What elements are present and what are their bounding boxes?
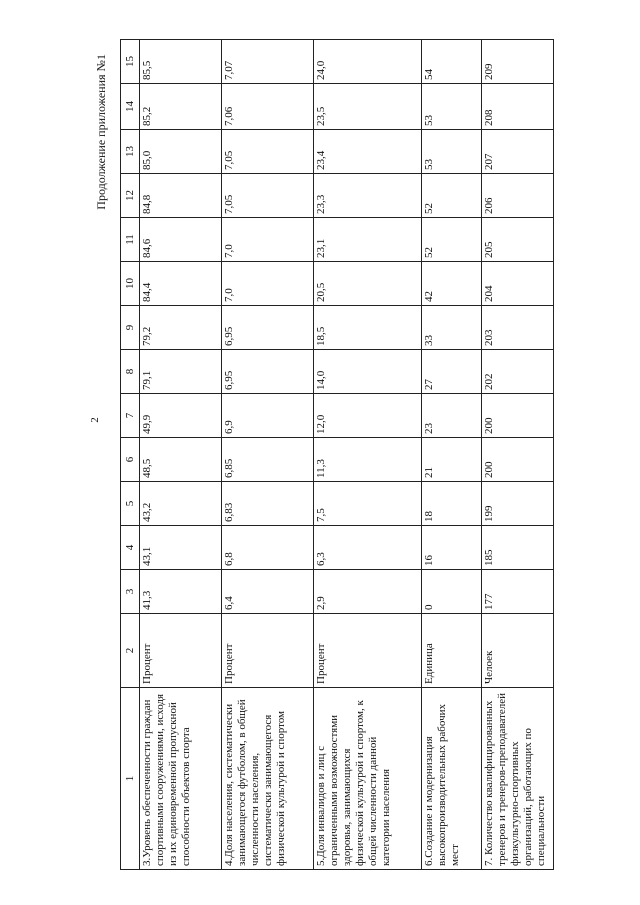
- column-header: 11: [121, 218, 140, 262]
- value-cell: 204: [482, 262, 554, 306]
- value-cell: 84,4: [140, 262, 222, 306]
- value-cell: 85,0: [140, 130, 222, 174]
- value-cell: 7,06: [222, 84, 314, 130]
- value-cell: 23,3: [314, 174, 422, 218]
- value-cell: 48,5: [140, 438, 222, 482]
- value-cell: 16: [422, 526, 482, 570]
- value-cell: 23,1: [314, 218, 422, 262]
- value-cell: 53: [422, 130, 482, 174]
- value-cell: 7,0: [222, 262, 314, 306]
- value-cell: 23: [422, 394, 482, 438]
- value-cell: 84,8: [140, 174, 222, 218]
- value-cell: 7,05: [222, 174, 314, 218]
- unit-cell: Единица: [422, 614, 482, 688]
- value-cell: 18,5: [314, 306, 422, 350]
- value-cell: 18: [422, 482, 482, 526]
- column-header: 13: [121, 130, 140, 174]
- column-header: 4: [121, 526, 140, 570]
- value-cell: 177: [482, 570, 554, 614]
- header-row: [121, 40, 140, 870]
- value-cell: 12,0: [314, 394, 422, 438]
- value-cell: 200: [482, 394, 554, 438]
- table-row: [422, 40, 482, 870]
- value-cell: 53: [422, 84, 482, 130]
- unit-cell: Процент: [140, 614, 222, 688]
- indicator-name: 7. Количество квалифицированных тренеров и тренеров-преподавателей физкультурно-спортивных организаций, работающих по специальности: [482, 688, 554, 870]
- column-header: 2: [121, 614, 140, 688]
- value-cell: 7,07: [222, 40, 314, 84]
- indicator-name: 4.Доля населения, систематически занимающегося футболом, в общей численности населения, систематически занимающегося физической культурой и спортом: [222, 688, 314, 870]
- indicator-name: 5.Доля инвалидов и лиц с ограниченными возможностями здоровья, занимающихся физической культурой и спортом, к общей численности данной категории населения: [314, 688, 422, 870]
- column-header: 15: [121, 40, 140, 84]
- unit-cell: Процент: [314, 614, 422, 688]
- value-cell: 206: [482, 174, 554, 218]
- value-cell: 6,83: [222, 482, 314, 526]
- table-row: [482, 40, 554, 870]
- column-header: 6: [121, 438, 140, 482]
- value-cell: 23,5: [314, 84, 422, 130]
- value-cell: 7,05: [222, 130, 314, 174]
- value-cell: 6,8: [222, 526, 314, 570]
- value-cell: 42: [422, 262, 482, 306]
- indicator-name: 3.Уровень обеспеченности граждан спортивными сооружениями, исходя из их единовременной пропускной способности объектов спорта: [140, 688, 222, 870]
- column-header: 1: [121, 688, 140, 870]
- value-cell: 85,2: [140, 84, 222, 130]
- value-cell: 85,5: [140, 40, 222, 84]
- value-cell: 6,95: [222, 306, 314, 350]
- value-cell: 20,5: [314, 262, 422, 306]
- value-cell: 52: [422, 174, 482, 218]
- unit-cell: Челоек: [482, 614, 554, 688]
- value-cell: 7,0: [222, 218, 314, 262]
- column-header: 8: [121, 350, 140, 394]
- appendix-caption: Продолжение приложения №1: [94, 54, 108, 210]
- value-cell: 205: [482, 218, 554, 262]
- indicator-name: 6.Создание и модернизация высокопроизводительных рабочих мест: [422, 688, 482, 870]
- value-cell: 199: [482, 482, 554, 526]
- indicators-table: [120, 39, 554, 870]
- page-number: 2: [89, 417, 101, 423]
- value-cell: 54: [422, 40, 482, 84]
- table-row: [314, 40, 422, 870]
- value-cell: 52: [422, 218, 482, 262]
- value-cell: 6,4: [222, 570, 314, 614]
- column-header: 12: [121, 174, 140, 218]
- column-header: 5: [121, 482, 140, 526]
- value-cell: 23,4: [314, 130, 422, 174]
- column-header: 9: [121, 306, 140, 350]
- value-cell: 41,3: [140, 570, 222, 614]
- column-header: 10: [121, 262, 140, 306]
- value-cell: 21: [422, 438, 482, 482]
- column-header: 3: [121, 570, 140, 614]
- value-cell: 14,0: [314, 350, 422, 394]
- value-cell: 203: [482, 306, 554, 350]
- value-cell: 185: [482, 526, 554, 570]
- value-cell: 200: [482, 438, 554, 482]
- value-cell: 84,6: [140, 218, 222, 262]
- value-cell: 27: [422, 350, 482, 394]
- value-cell: 7,5: [314, 482, 422, 526]
- value-cell: 24,0: [314, 40, 422, 84]
- value-cell: 6,85: [222, 438, 314, 482]
- column-header: 7: [121, 394, 140, 438]
- value-cell: 43,2: [140, 482, 222, 526]
- value-cell: 209: [482, 40, 554, 84]
- column-header: 14: [121, 84, 140, 130]
- value-cell: 6,3: [314, 526, 422, 570]
- value-cell: 79,2: [140, 306, 222, 350]
- rotated-table-block: [94, 40, 550, 870]
- value-cell: 202: [482, 350, 554, 394]
- value-cell: 6,95: [222, 350, 314, 394]
- unit-cell: Процент: [222, 614, 314, 688]
- value-cell: 43,1: [140, 526, 222, 570]
- table-row: [140, 40, 222, 870]
- value-cell: 79,1: [140, 350, 222, 394]
- value-cell: 33: [422, 306, 482, 350]
- value-cell: 6,9: [222, 394, 314, 438]
- value-cell: 11,3: [314, 438, 422, 482]
- value-cell: 2,9: [314, 570, 422, 614]
- value-cell: 49,9: [140, 394, 222, 438]
- table-row: [222, 40, 314, 870]
- value-cell: 208: [482, 84, 554, 130]
- value-cell: 0: [422, 570, 482, 614]
- value-cell: 207: [482, 130, 554, 174]
